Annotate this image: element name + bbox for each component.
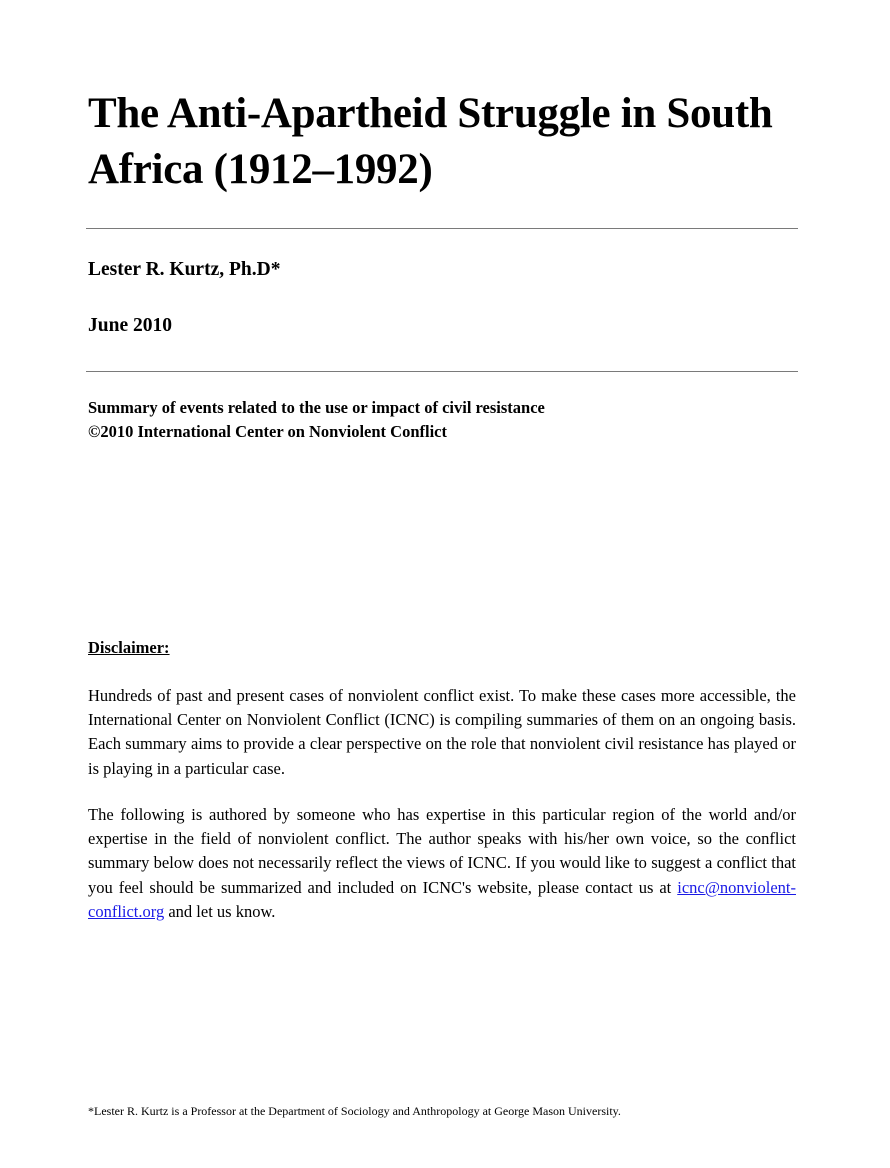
paragraph-2-text: The following is authored by someone who has expertise in this particular region of the world and/or expertise in the field of nonviolent conflict. The author speaks with his/her own voice, so the conflict summary below does not necessarily reflect the views of ICNC. If you would like to suggest a conflict that you feel should be summarized and included on ICNC's website, please contact us at: [88, 805, 796, 897]
disclaimer-paragraph-1: Hundreds of past and present cases of nonviolent conflict exist. To make these cases more accessible, the International Center on Nonviolent Conflict (ICNC) is compiling summaries of them on an ongoing basis. Each summary aims to provide a clear perspective on the role that nonviolent civil resistance has played or is playing in a particular case.: [88, 686, 796, 778]
disclaimer-paragraph-2: [88, 803, 796, 924]
disclaimer-heading: Disclaimer:: [88, 638, 170, 657]
title-divider: [86, 228, 798, 229]
summary-block: [88, 396, 545, 444]
publication-date: June 2010: [88, 315, 172, 336]
header-divider: [86, 371, 798, 372]
author-name: Lester R. Kurtz, Ph.D*: [88, 259, 281, 280]
author-footnote: *Lester R. Kurtz is a Professor at the Department of Sociology and Anthropology at George Mason University.: [88, 1104, 621, 1118]
paragraph-2-closing-text: and let us know.: [164, 901, 276, 921]
copyright-line: ©2010 International Center on Nonviolent Conflict: [88, 422, 447, 441]
summary-description: Summary of events related to the use or impact of civil resistance: [88, 398, 545, 417]
contact-email-link[interactable]: icnc@nonviolent-conflict.org: [88, 877, 796, 921]
document-title: The Anti-Apartheid Struggle in South Africa (1912–1992): [88, 90, 773, 193]
